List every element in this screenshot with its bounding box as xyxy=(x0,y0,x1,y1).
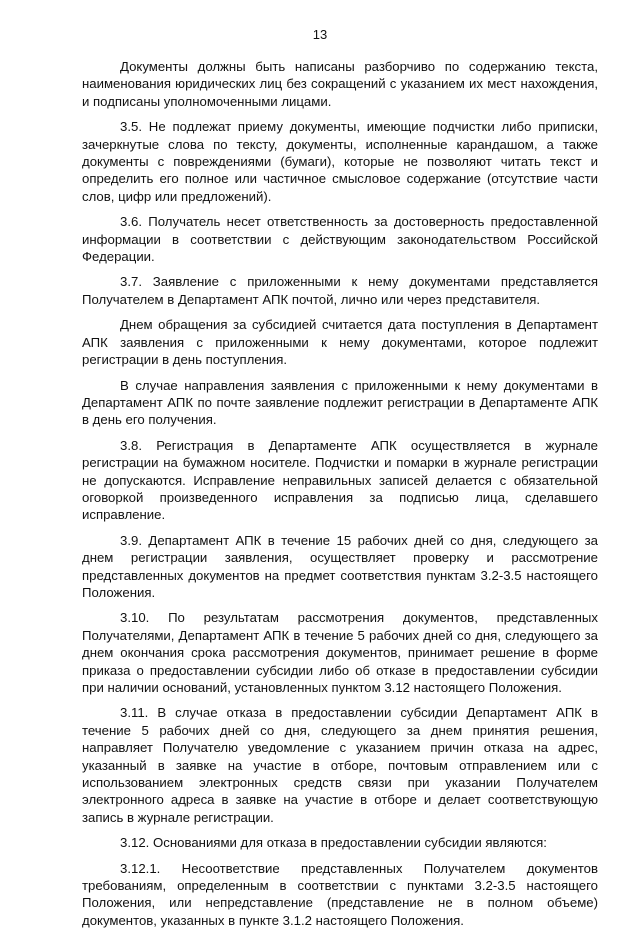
paragraph-3-12: 3.12. Основаниями для отказа в предоставлении субсидии являются: xyxy=(120,835,547,851)
paragraph-3-8: 3.8. Регистрация в Департаменте АПК осуществляется в журнале регистрации на бумажном носителе. Подчистки и помарки в журнале регистрации не допускаются. Исправление неправильных записей делается с обязательной оговоркой произведенного исправления за подписью лица, сделавшего исправление. xyxy=(82,437,598,523)
paragraph-3-12-1: 3.12.1. Несоответствие представленных Получателем документов требованиям, определенным в соответствии с пунктами 3.2-3.5 настоящего Положения, или непредставление (представление не в полном объеме) документов, указанных в пункте 3.1.2 настоящего Положения. xyxy=(82,860,598,928)
paragraph-3-9: 3.9. Департамент АПК в течение 15 рабочих дней со дня, следующего за днем регистрации заявления, осуществляет проверку и рассмотрение представленных документов на предмет соответствия пунктам 3.2-3.5 настоящего Положения. xyxy=(82,532,598,600)
paragraph-application-date: Днем обращения за субсидией считается дата поступления в Департамент АПК заявления с приложенными к нему документами, которое подлежит регистрации в день поступления. xyxy=(82,317,598,368)
paragraph-documents-requirements: Документы должны быть написаны разборчиво по содержанию текста, наименования юридических лиц без сокращений с указанием их мест нахождения, и подписаны уполномоченными лицами. xyxy=(82,59,598,109)
paragraph-3-5: 3.5. Не подлежат приему документы, имеющие подчистки либо приписки, зачеркнутые слова по тексту, документы, исполненные карандашом, а также документы с повреждениями (бумаги), которые не позволяют читать текст и определить его полное или частичное смысловое содержание (отсутствие части слов, цифр или предложений). xyxy=(82,119,598,204)
paragraph-3-11: 3.11. В случае отказа в предоставлении субсидии Департамент АПК в течение 5 рабочих дней со дня, следующего за днем принятия решения, направляет Получателю уведомление с указанием причин отказа на адрес, указанный в заявке на участие в отборе, почтовым отправлением или с использованием электронных средств связи при указании Получателем электронного адреса в заявке на участие в отборе и делает соответствующую запись в журнале регистрации. xyxy=(82,705,598,825)
paragraph-3-7: 3.7. Заявление с приложенными к нему документами представляется Получателем в Департамент АПК почтой, лично или через представителя. xyxy=(82,274,598,307)
page-number: 13 xyxy=(312,27,328,42)
document-body xyxy=(82,58,598,937)
paragraph-3-6: 3.6. Получатель несет ответственность за достоверность предоставленной информации в соответствии с действующим законодательством Российской Федерации. xyxy=(82,214,598,265)
paragraph-3-10: 3.10. По результатам рассмотрения документов, представленных Получателями, Департамент АПК в течение 5 рабочих дней со дня, следующего за днем окончания срока рассмотрения документов, принимает решение в форме приказа о предоставлении субсидии либо об отказе в предоставлении субсидии при наличии оснований, установленных пунктом 3.12 настоящего Положения. xyxy=(82,610,598,695)
paragraph-postal-registration: В случае направления заявления с приложенными к нему документами в Департамент АПК по почте заявление подлежит регистрации в Департаменте АПК в день его получения. xyxy=(82,377,598,428)
